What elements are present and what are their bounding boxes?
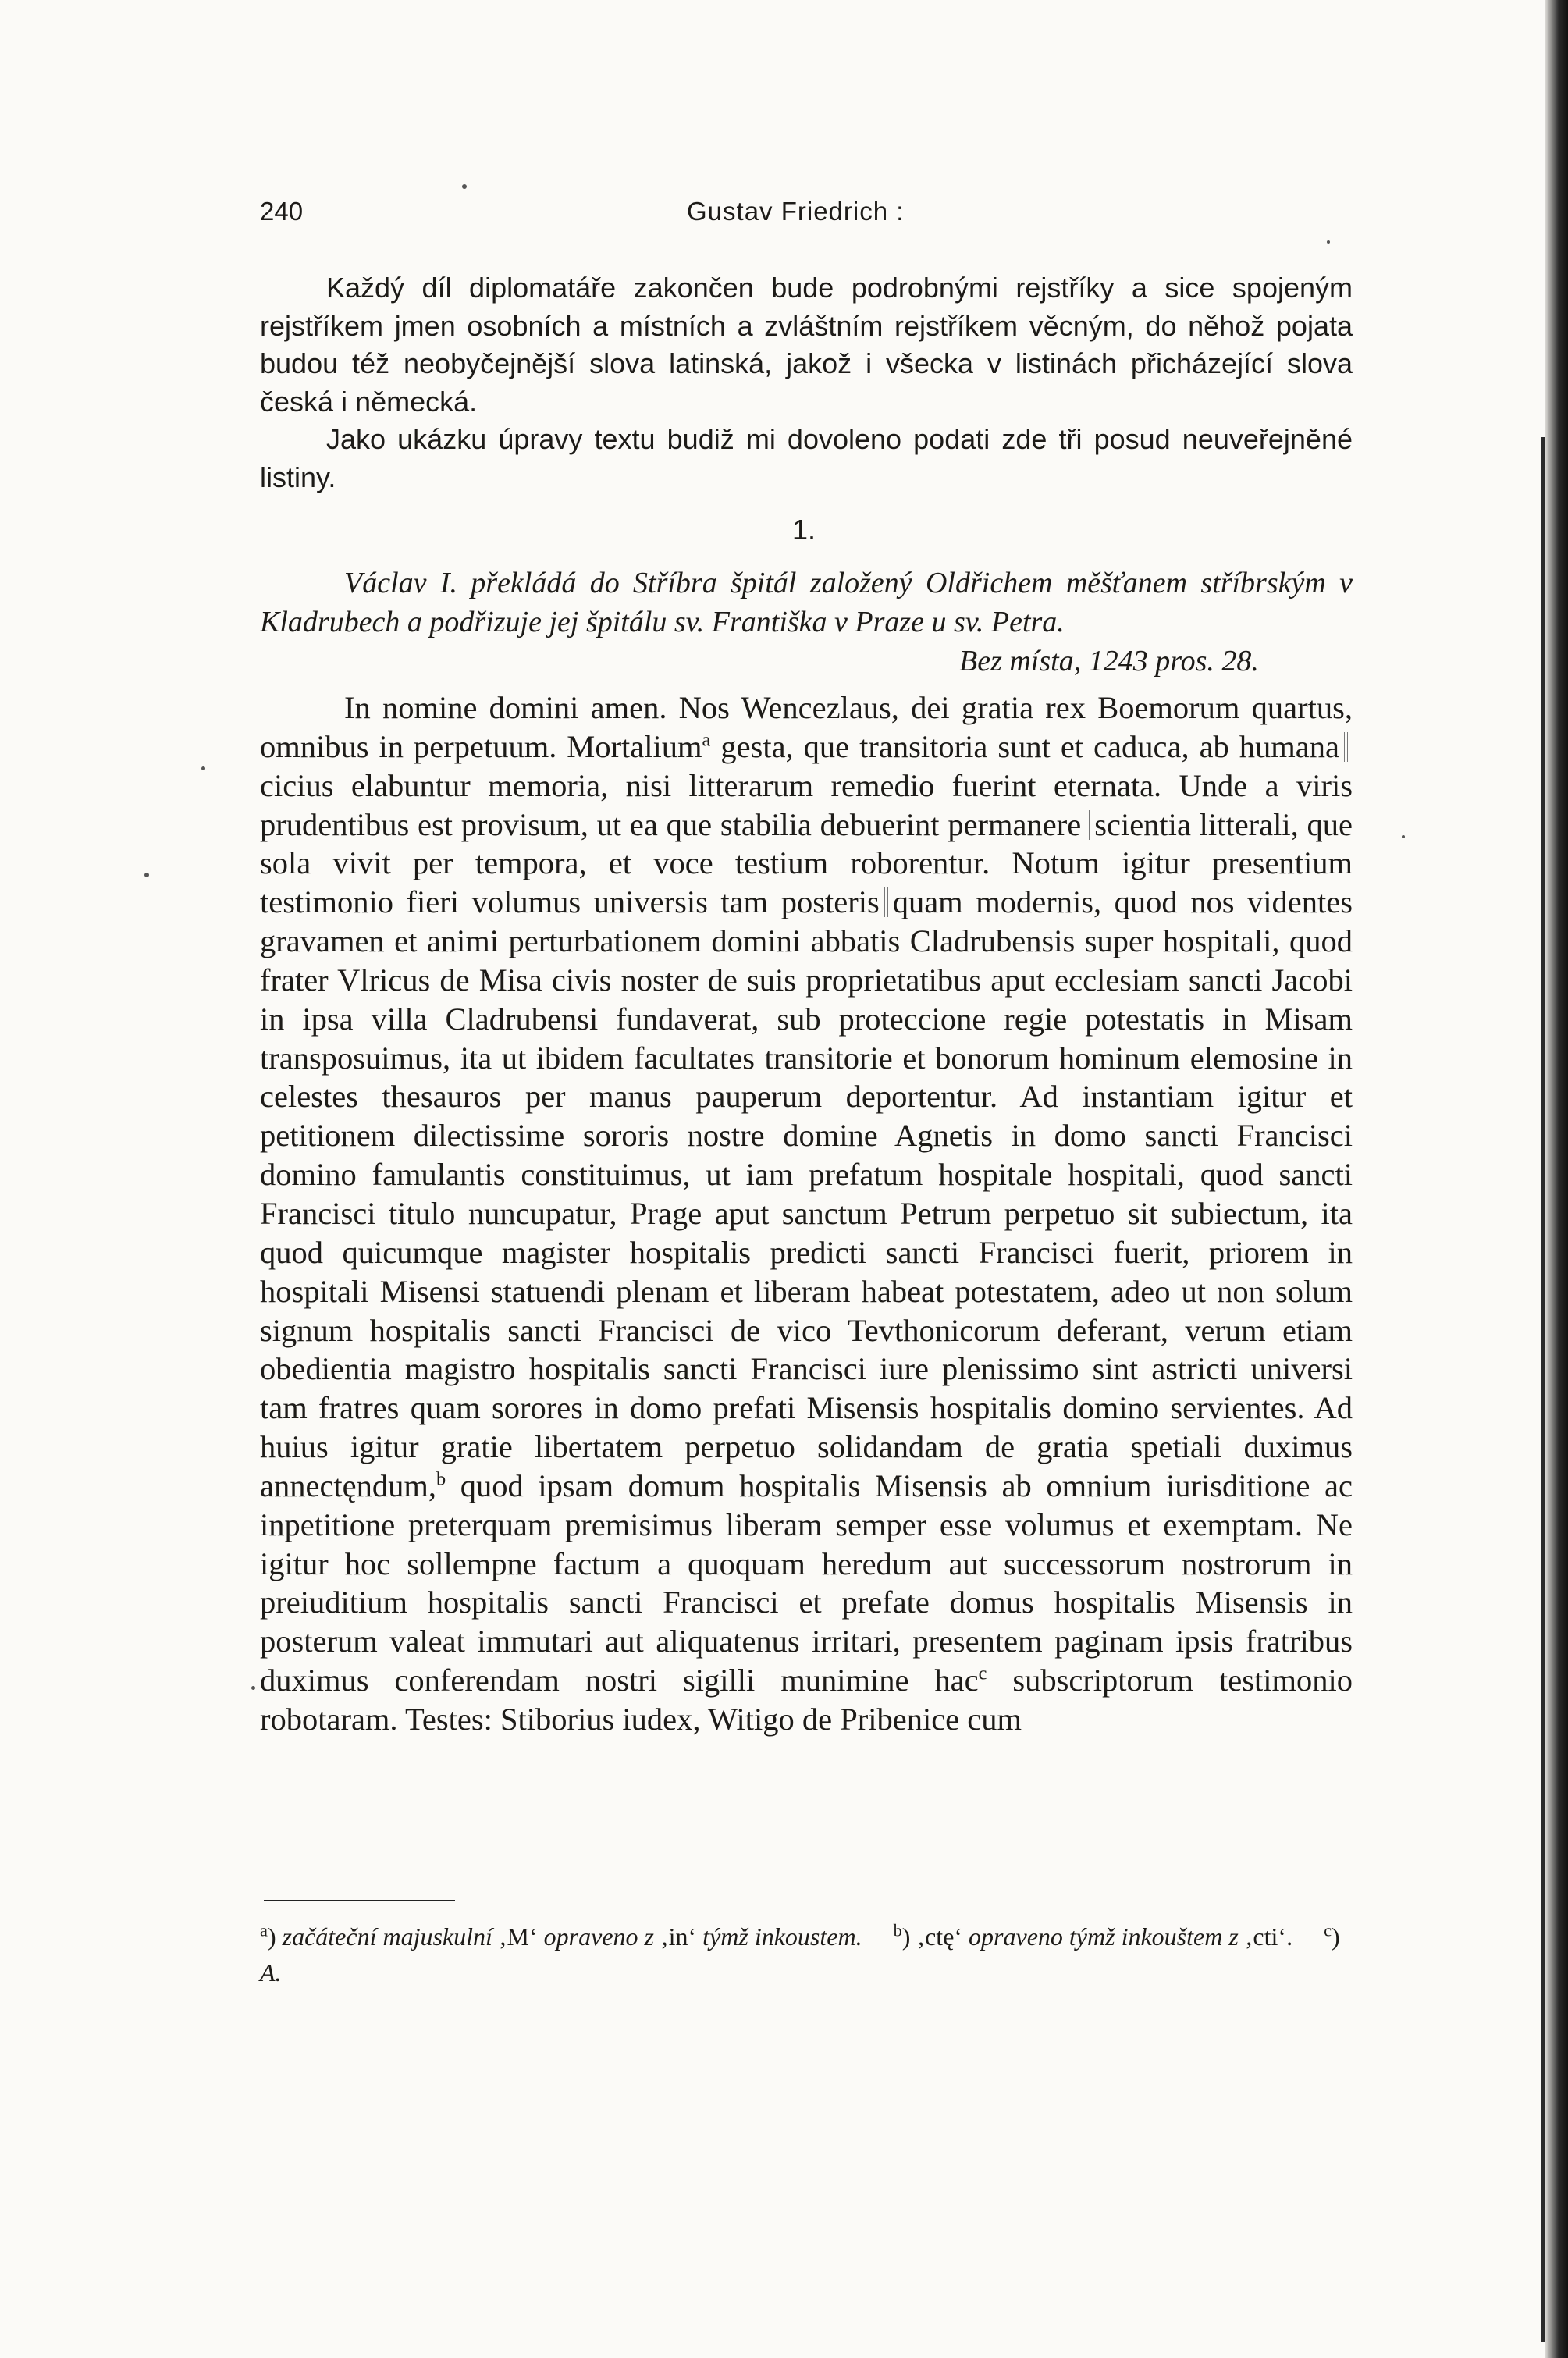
footnote-a-note: začáteční majuskulní (282, 1922, 492, 1951)
footnote-a-quote-2: ‚in‘ (660, 1922, 697, 1951)
footnote-b-correction: opraveno týmž inkouštem z (969, 1922, 1239, 1951)
footnote-a-quote-1: ‚M‘ (498, 1922, 538, 1951)
charter-segment-5: quam modernis, quod nos videntes gravamen et animi perturbationem domini abbatis Cladrubensis super hospitali, quod frater Vlricus de Misa civis noster de suis proprietatibus aput ecclesiam sancti Jacobi in ipsa villa Cladrubensi fundaverat, sub proteccione regie potestatis in Misam transposuimus, ita ut ibidem facultates transitorie et bonorum hominum elemosine in celestes thesauros per manus pauperum deportentur. Ad instantiam igitur et petitionem dilectissime sororis nostre domine Agnetis in domo sancti Francisci domino famulantis constituimus, ut iam prefatum hospitale hospitali, quod sancti Francisci titulo nuncupatur, Prage aput sanctum Petrum perpetuo sit subiectum, ita quod quicumque magister hospitalis predicti sancti Francisci fuerit, priorem in hospitali Misensi statuendi plenam et liberam habeat potestatem, adeo ut non solum signum hospitalis sancti Francisci de vico Tevthonicorum deferant, verum etiam obedientia magistro hospitalis sancti Francisci iure plenissimo sint astricti universi tam fratres quam sorores in domo prefati Misensis hospitalis domino servientes. Ad huius igitur gratie libertatem perpetuo solidandam de gratia spetiali duximus annectęndum, (260, 884, 1353, 1503)
scan-speck (1327, 240, 1330, 244)
footnote-mark-b: b (436, 1468, 446, 1490)
scan-speck (462, 184, 467, 189)
page-header (260, 197, 1353, 236)
scan-speck (201, 766, 205, 770)
charter-text (260, 688, 1353, 1739)
footnote-a-correction: opraveno z (543, 1922, 654, 1951)
regest-text: Václav I. překládá do Stříbra špitál založený Oldřichem měšťanem stříbrským v Kladrubech a podřizuje jej špitálu sv. Františka v Praze u sv. Petra. (260, 567, 1353, 638)
charter-segment-7: subscriptorum testimonio robotaram. Testes: Stiborius iudex, Witigo de Pribenice cum (260, 1663, 1353, 1737)
scan-speck (144, 873, 149, 877)
footnote-mark-c: c (978, 1663, 987, 1684)
binding-edge (1541, 437, 1545, 2342)
regest-date: Bez místa, 1243 pros. 28. (959, 645, 1259, 678)
scan-speck (1402, 835, 1405, 838)
page-edge-shadow (1545, 0, 1568, 2358)
footnote-c-note: A. (260, 1958, 282, 1986)
footnotes: $^a$) začáteční majuskulní ‚M‘ opraveno z ‚in‘ týmž inkoustem. $^b$) ‚ctę‘ opraveno týmž inkouštem z ‚cti‘. $^c$) A. (260, 1920, 1340, 1986)
line-break-mark (1086, 810, 1090, 840)
line-break-mark (884, 887, 888, 917)
intro-paragraph-1: Každý díl diplomatáře zakončen bude podrobnými rejstříky a sice spojeným rejstříkem jmen osobních a místních a zvláštním rejstříkem věcným, do něhož pojata budou též neobyčejnější slova latinská, jakož i všecka v listinách přicházející slova česká i německá. (260, 272, 1353, 418)
running-title: Gustav Friedrich : (687, 197, 905, 226)
footnote-b-quote-1: ‚ctę‘ (916, 1922, 963, 1951)
document-number: 1. (792, 514, 816, 546)
charter-segment-4: scientia litterali, que sola vivit per tempora, et voce testium roborentur. Notum igitur presentium testimonio fieri volumus universis tam posteris (260, 806, 1353, 920)
footnote-c-mark: c (1324, 1920, 1332, 1940)
footnote-rule (264, 1900, 455, 1901)
charter-segment-1: In nomine domini amen. Nos Wencezlaus, dei gratia rex Boemorum quartus, omnibus in perpetuum. Mortalium (260, 690, 1353, 764)
page-number: 240 (260, 197, 304, 226)
footnote-a-ink: týmž inkoustem. (702, 1922, 862, 1951)
line-break-mark (1344, 732, 1348, 762)
footnote-b-quote-2: ‚cti‘. (1244, 1922, 1293, 1951)
footnote-b-mark: b (893, 1920, 902, 1940)
charter-segment-3: cicius elabuntur memoria, nisi litterarum remedio fuerint eternata. Unde a viris prudentibus est provisum, ut ea que stabilia debuerint permanere (260, 767, 1353, 842)
intro-paragraph-2: Jako ukázku úpravy textu budiž mi dovoleno podati zde tři posud neuveřejněné listiny. (260, 423, 1353, 493)
regest (260, 564, 1353, 678)
scan-speck (251, 1686, 255, 1690)
charter-segment-6: quod ipsam domum hospitalis Misensis ab omnium iurisditione ac inpetitione preterquam premisimus liberam semper esse volumus et exemptam. Ne igitur hoc sollempne factum a quoquam heredum aut successorum nostrorum in preiuditium hospitalis sancti Francisci et prefate domus hospitalis Misensis in posterum valeat immutari aut aliquatenus irritari, presentem paginam ipsis fratribus duximus conferendam nostri sigilli munimine hac (260, 1467, 1353, 1698)
intro-text (260, 269, 1353, 497)
footnote-mark-a: a (702, 729, 711, 751)
charter-segment-2: gesta, que transitoria sunt et caduca, ab humana (710, 728, 1339, 764)
footnote-a-mark: a (260, 1920, 268, 1940)
